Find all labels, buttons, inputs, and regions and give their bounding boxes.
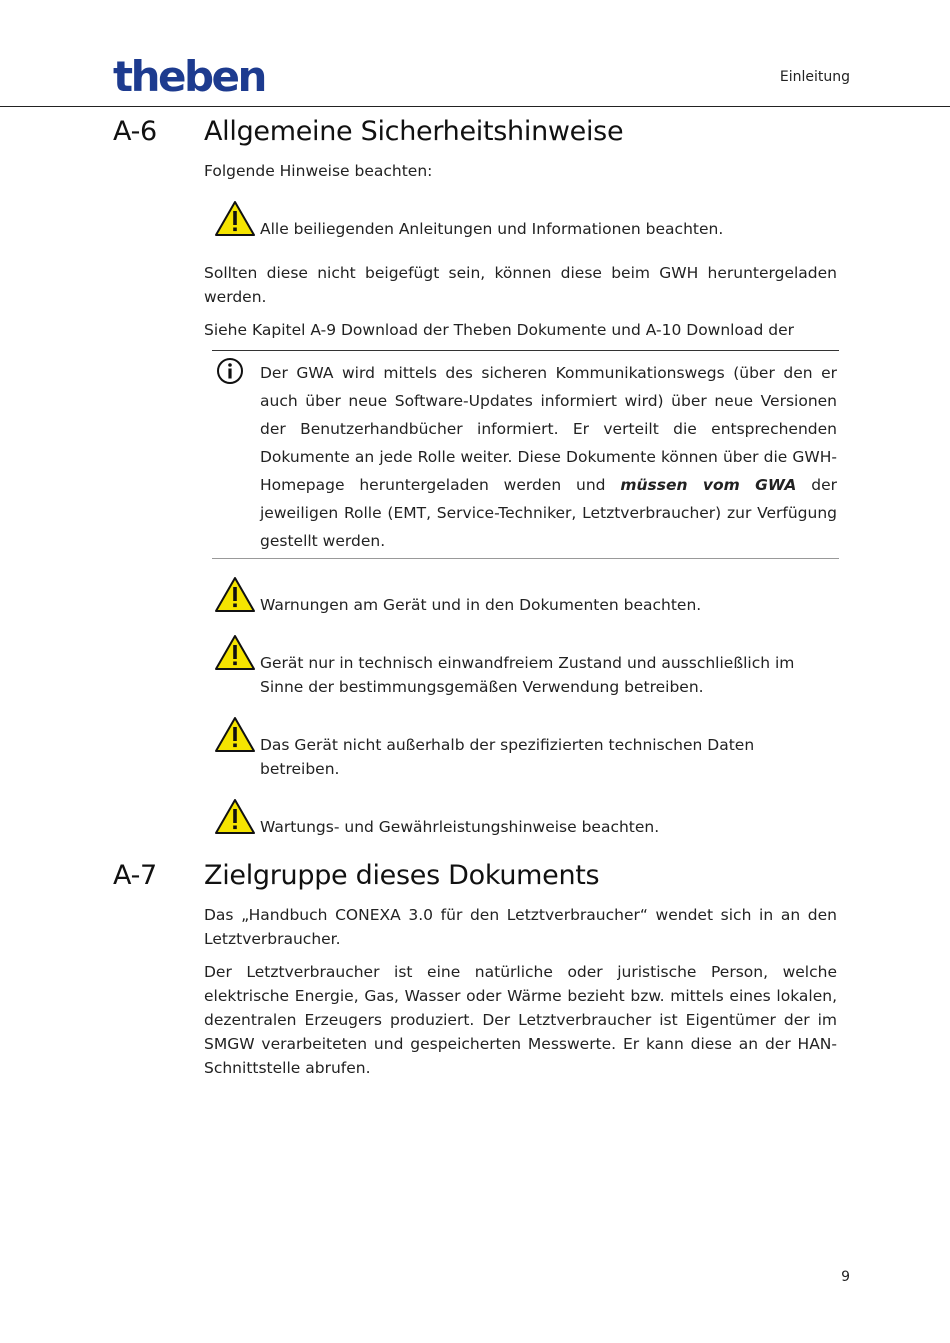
info-text bbox=[260, 359, 837, 555]
page-number: 9 bbox=[841, 1269, 850, 1285]
theben-logo: theben bbox=[113, 52, 265, 101]
warning-notice-2 bbox=[214, 576, 837, 616]
heading-a7 bbox=[113, 860, 813, 896]
running-header-section: Einleitung bbox=[779, 69, 850, 85]
warning-text-4: Das Gerät nicht außerhalb der spezifizierten technischen Daten betreiben. bbox=[260, 736, 755, 778]
heading-a6 bbox=[113, 116, 813, 152]
warning-triangle-icon bbox=[214, 576, 256, 613]
warning-text-1: Alle beiliegenden Anleitungen und Informationen beachten. bbox=[260, 220, 724, 238]
info-text-emphasis: müssen vom GWA bbox=[620, 476, 797, 494]
a6-paragraph-1: Sollten diese nicht beigefügt sein, können diese beim GWH heruntergeladen werden. bbox=[204, 264, 837, 306]
heading-a6-number: A-6 bbox=[113, 116, 157, 147]
warning-notice-4 bbox=[214, 716, 837, 786]
info-text-part-2: der jeweiligen Rolle (EMT, Service-Techniker, Letztverbraucher) zur Verfügung gestellt werden. bbox=[260, 476, 837, 550]
header-divider bbox=[0, 106, 950, 107]
warning-triangle-icon bbox=[214, 716, 256, 753]
warning-notice-1 bbox=[214, 200, 837, 240]
warning-text-3: Gerät nur in technisch einwandfreiem Zustand und ausschließlich im Sinne der bestimmungsgemäßen Verwendung betreiben. bbox=[260, 654, 795, 696]
warning-notice-5 bbox=[214, 798, 837, 838]
a6-intro: Folgende Hinweise beachten: bbox=[204, 162, 433, 180]
info-circle-icon bbox=[216, 357, 244, 385]
heading-a7-title: Zielgruppe dieses Dokuments bbox=[204, 860, 600, 891]
info-text-part-1: Der GWA wird mittels des sicheren Kommunikationswegs (über den er auch über neue Software-Updates informiert wird) über neue Versionen der Benutzerhandbücher informiert. Er verteilt die entsprechenden Dokumente an jede Rolle weiter. Diese Dokumente können über die GWH-Homepage heruntergeladen werden und bbox=[260, 364, 837, 494]
warning-text-2: Warnungen am Gerät und in den Dokumenten beachten. bbox=[260, 596, 702, 614]
a7-paragraph-2: Der Letztverbraucher ist eine natürliche oder juristische Person, welche elektrische Energie, Gas, Wasser oder Wärme bezieht bzw. mittels eines lokalen, dezentralen Erzeugers produziert. Der Letztverbraucher ist Eigentümer der im SMGW verarbeiteten und gespeicherten Messwerte. Er kann diese an der HAN-Schnittstelle abrufen. bbox=[204, 963, 837, 1077]
a6-paragraph-2: Siehe Kapitel A-9 Download der Theben Dokumente und A-10 Download der bbox=[204, 321, 794, 339]
info-notice bbox=[212, 350, 839, 559]
warning-triangle-icon bbox=[214, 200, 256, 237]
warning-triangle-icon bbox=[214, 798, 256, 835]
warning-triangle-icon bbox=[214, 634, 256, 671]
warning-notice-3 bbox=[214, 634, 837, 704]
heading-a7-number: A-7 bbox=[113, 860, 157, 891]
heading-a6-title: Allgemeine Sicherheitshinweise bbox=[204, 116, 624, 147]
a7-paragraph-1: Das „Handbuch CONEXA 3.0 für den Letztverbraucher“ wendet sich in an den Letztverbraucher. bbox=[204, 906, 837, 948]
warning-text-5: Wartungs- und Gewährleistungshinweise beachten. bbox=[260, 818, 660, 836]
